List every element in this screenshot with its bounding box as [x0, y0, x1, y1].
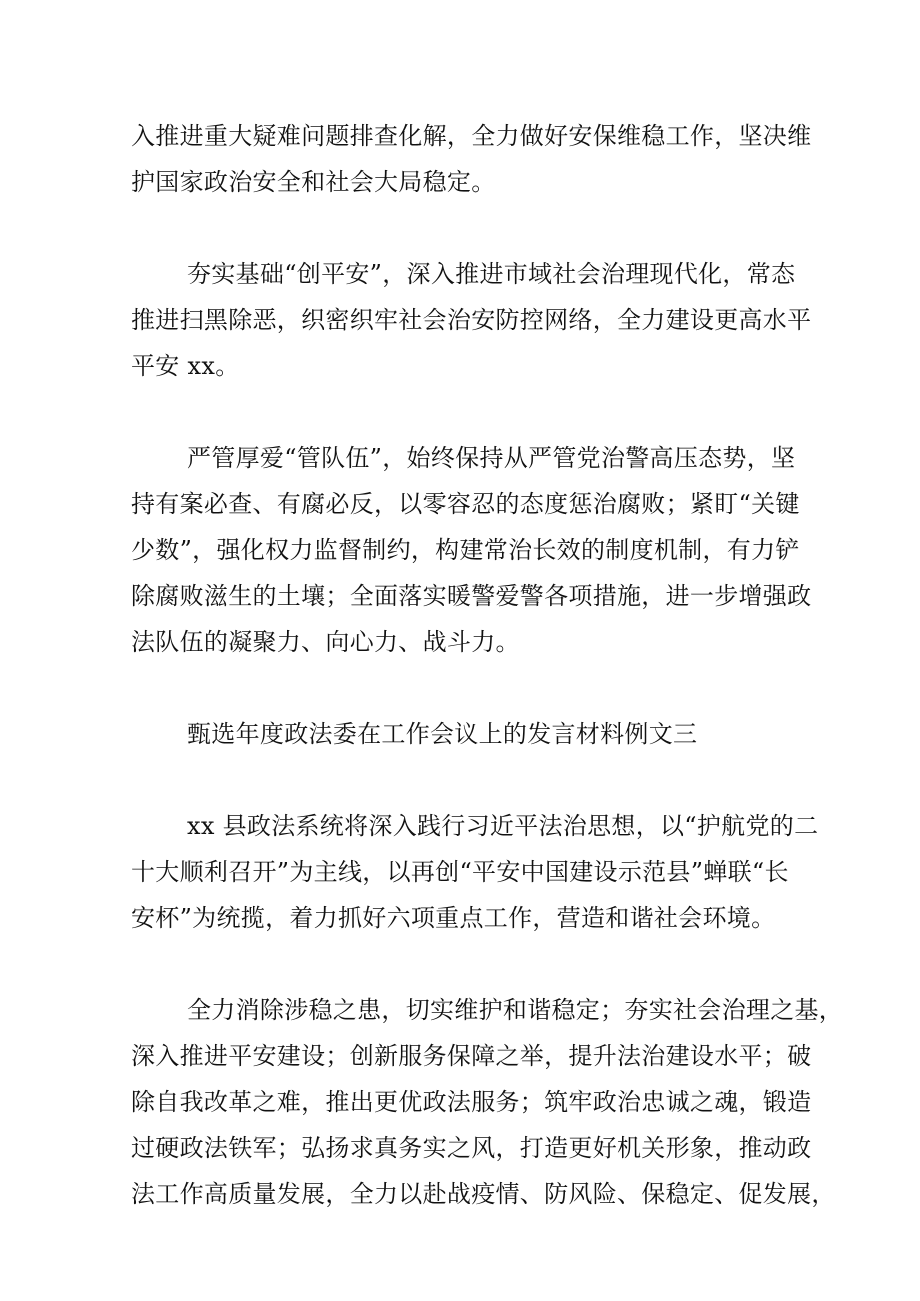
text-line: 法工作高质量发展，全力以赴战疫情、防风险、保稳定、促发展， — [131, 1180, 836, 1208]
text-line: 深入推进平安建设；创新服务保障之举，提升法治建设水平；破 — [131, 1042, 812, 1070]
text-line: 护国家政治安全和社会大局稳定。 — [131, 168, 496, 196]
section-heading — [131, 711, 791, 757]
text-line: 少数”，强化权力监督制约，构建常治长效的制度机制，有力铲 — [131, 536, 800, 564]
text-line: 十大顺利召开”为主线，以再创“平安中国建设示范县”蝉联“长 — [131, 858, 789, 886]
text-line: 全力消除涉稳之患，切实维护和谐稳定；夯实社会治理之基， — [187, 996, 844, 1024]
text-line: 推进扫黑除恶，织密织牢社会治安防控网络，全力建设更高水平 — [131, 306, 812, 334]
paragraph-6 — [131, 987, 844, 1217]
text-line: 夯实基础“创平安”，深入推进市域社会治理现代化，常态 — [187, 260, 796, 288]
paragraph-1 — [131, 113, 812, 205]
text-line: 除自我改革之难，推出更优政法服务；筑牢政治忠诚之魂，锻造 — [131, 1088, 812, 1116]
text-line: 入推进重大疑难问题排查化解，全力做好安保维稳工作，坚决维 — [131, 122, 812, 150]
text-line: 除腐败滋生的土壤；全面落实暖警爱警各项措施，进一步增强政 — [131, 582, 812, 610]
text-line: 安杯”为统揽，着力抓好六项重点工作，营造和谐社会环境。 — [131, 904, 776, 932]
text-line: xx 县政法系统将深入践行习近平法治思想，以“护航党的二 — [187, 812, 819, 840]
text-line: 持有案必查、有腐必反，以零容忍的态度惩治腐败；紧盯“关键 — [131, 490, 800, 518]
text-line: 过硬政法铁军；弘扬求真务实之风，打造更好机关形象，推动政 — [131, 1134, 812, 1162]
paragraph-5 — [131, 803, 819, 941]
text-line: 平安 xx。 — [131, 352, 240, 380]
text-line: 法队伍的凝聚力、向心力、战斗力。 — [131, 628, 520, 656]
paragraph-2 — [131, 251, 812, 389]
text-line: 严管厚爱“管队伍”，始终保持从严管党治警高压态势，坚 — [187, 444, 796, 472]
paragraph-3 — [131, 435, 812, 665]
heading-text: 甄选年度政法委在工作会议上的发言材料例文三 — [187, 720, 698, 748]
document-body — [131, 113, 844, 1263]
